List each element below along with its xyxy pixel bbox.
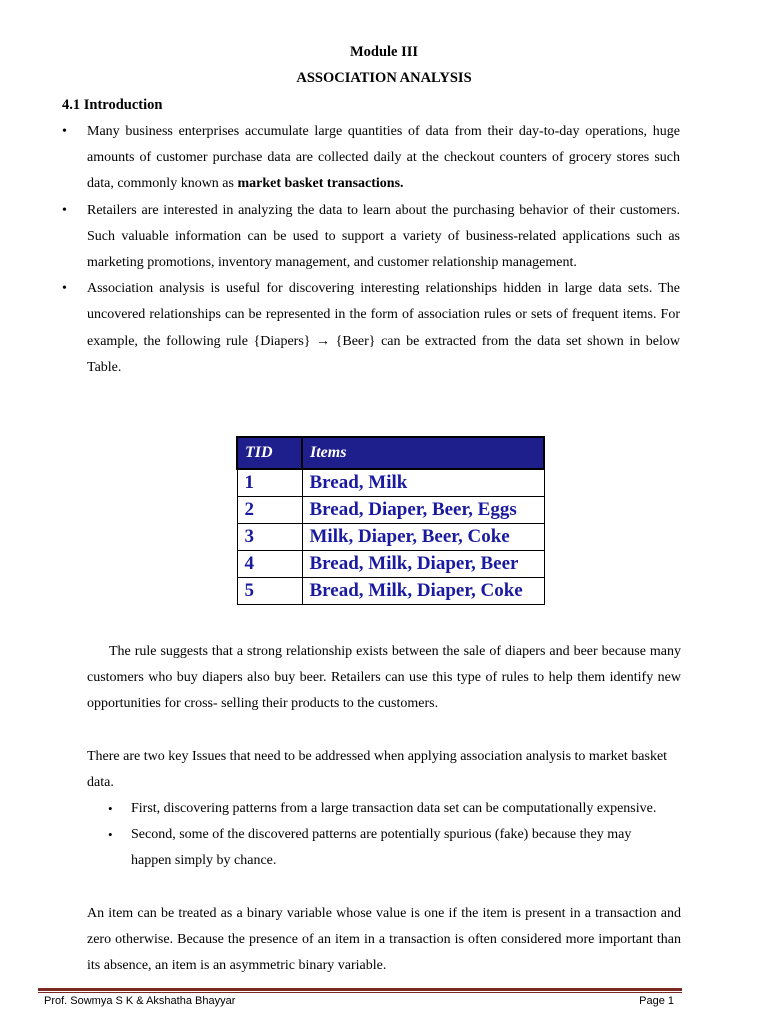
bullet-text: Many business enterprises accumulate large quantities of data from their day-to-day operations, huge amounts of customer purchase data are collected daily at the checkout counters of grocery stores such data, commonly known as — [87, 124, 680, 192]
table-row — [237, 469, 544, 497]
bullet-text: Retailers are interested in analyzing the data to learn about the purchasing behavior of their customers. Such valuable information can be used to support a variety of business-related applications such as marketing promotions, inventory management, and customer relationship management. — [87, 202, 680, 271]
table-cell-items: Bread, Milk — [302, 469, 544, 497]
table-cell-items: Bread, Diaper, Beer, Eggs — [302, 497, 544, 524]
issues-intro-paragraph: There are two key Issues that need to be addressed when applying association analysis to market basket data. — [87, 749, 668, 791]
column-header-tid: TID — [237, 437, 302, 469]
list-item — [62, 198, 680, 277]
table-row — [237, 578, 544, 605]
footer-page-number: Page 1 — [639, 995, 674, 1007]
table-cell-tid: 4 — [237, 551, 302, 578]
table-row — [237, 551, 544, 578]
list-item — [62, 276, 680, 381]
bullet-text: Association analysis is useful for discovering interesting relationships hidden in large data sets. The uncovered relationships can be represented in the form of association rules or sets of frequent items. For example, the following rule {Diapers} → {Beer} can be extracted from the data set shown in below Table. — [87, 281, 680, 375]
section-heading: 4.1 Introduction — [62, 97, 163, 113]
column-header-items: Items — [302, 437, 544, 469]
list-item: • First, discovering patterns from a large transaction data set can be computationally expensive. — [108, 796, 668, 822]
footer-divider-thin — [38, 992, 682, 993]
table-cell-items: Bread, Milk, Diaper, Coke — [302, 578, 544, 605]
table-row — [237, 524, 544, 551]
footer-divider — [38, 988, 682, 991]
list-item — [62, 119, 680, 198]
footer-authors: Prof. Sowmya S K & Akshatha Bhayyar — [44, 995, 236, 1007]
rule-paragraph: The rule suggests that a strong relationship exists between the sale of diapers and beer because many customers who buy diapers also buy beer. Retailers can use this type of rules to help them identify new opportunities for cross- selling their products to the customers. — [87, 644, 681, 712]
table-cell-tid: 2 — [237, 497, 302, 524]
binary-variable-paragraph: An item can be treated as a binary variable whose value is one if the item is present in a transaction and zero otherwise. Because the presence of an item in a transaction is often considered more important than its absence, an item is an asymmetric binary variable. — [87, 906, 681, 974]
table-cell-tid: 3 — [237, 524, 302, 551]
list-item: • Second, some of the discovered patterns are potentially spurious (fake) because they may happen simply by chance. — [108, 822, 668, 874]
module-title: Module III — [349, 44, 419, 60]
intro-bullet-list — [62, 119, 680, 381]
table-cell-tid: 5 — [237, 578, 302, 605]
table-row — [237, 497, 544, 524]
table-cell-items: Milk, Diaper, Beer, Coke — [302, 524, 544, 551]
bold-term: market basket transactions. — [237, 176, 404, 192]
table-cell-items: Bread, Milk, Diaper, Beer — [302, 551, 544, 578]
transactions-table — [236, 436, 545, 605]
table-cell-tid: 1 — [237, 469, 302, 497]
page-title: ASSOCIATION ANALYSIS — [296, 70, 472, 86]
issues-bullet-list — [108, 796, 668, 875]
table-header-row — [237, 437, 544, 469]
